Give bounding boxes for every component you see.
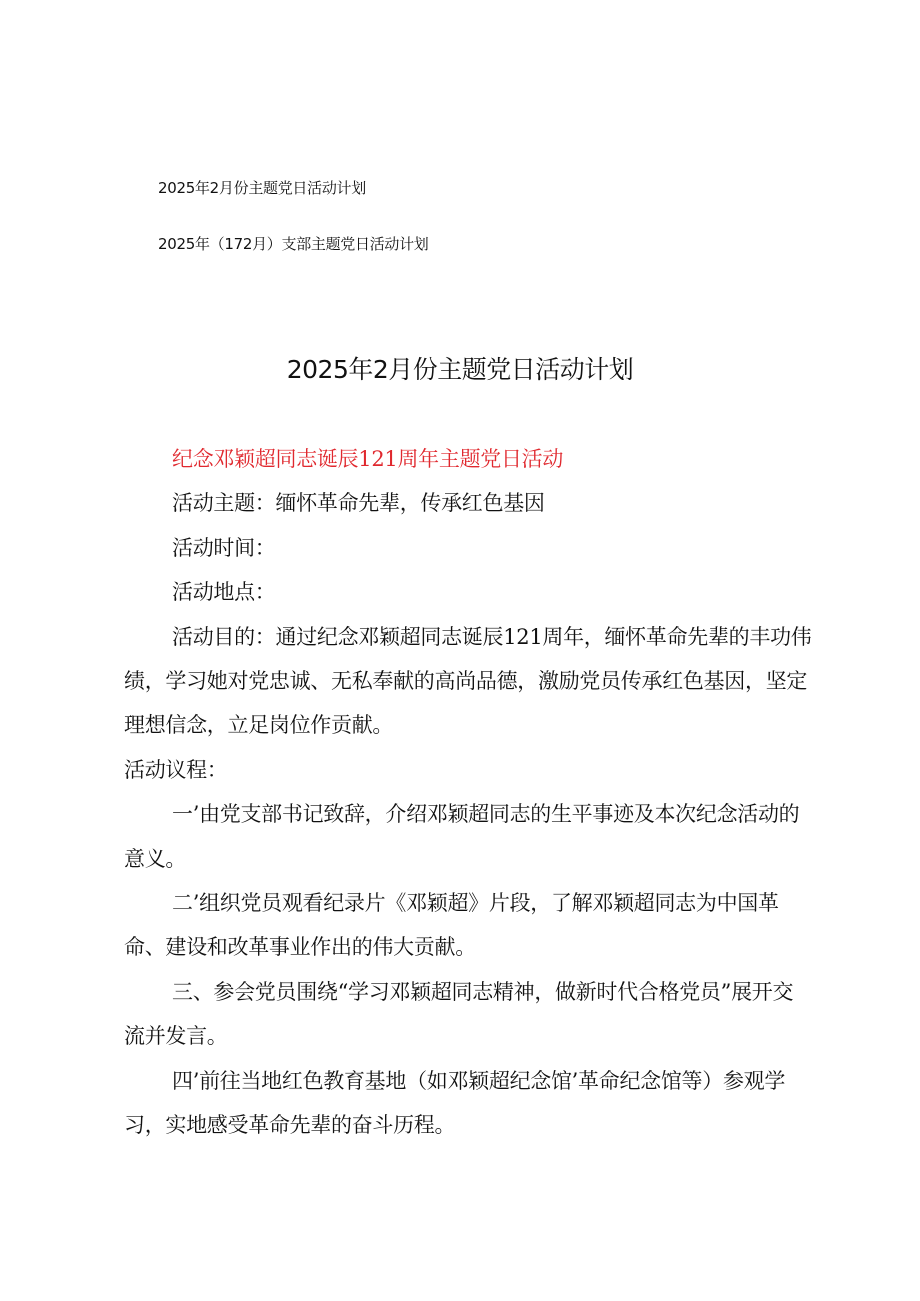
- document-title: 2025年2月份主题党日活动计划: [286, 355, 634, 384]
- agenda-item: 一’由党支部书记致辞，介绍邓颖超同志的生平事迹及本次纪念活动的意义。: [124, 802, 800, 871]
- toc-item: 2025年（172月）支部主题党日活动计划: [158, 235, 429, 253]
- activity-purpose: 活动目的：通过纪念邓颖超同志诞辰121周年，缅怀革命先辈的丰功伟绩，学习她对党忠诚、无私奉献的高尚品德，激励党员传承红色基因，坚定理想信念，立足岗位作贡献。: [124, 624, 812, 738]
- agenda-item: 三、参会党员围绕“学习邓颖超同志精神，做新时代合格党员”展开交流并发言。: [124, 979, 794, 1049]
- document-body: [124, 437, 812, 1148]
- activity-subtitle: 纪念邓颖超同志诞辰121周年主题党日活动: [172, 447, 564, 471]
- agenda-item: 四’前往当地红色教育基地（如邓颖超纪念馆’革命纪念馆等）参观学习，实地感受革命先辈的奋斗历程。: [124, 1068, 786, 1138]
- toc-item: 2025年2月份主题党日活动计划: [158, 179, 366, 197]
- activity-time: 活动时间：: [172, 535, 276, 560]
- activity-place: 活动地点：: [172, 580, 276, 605]
- agenda-item: 二’组织党员观看纪录片《邓颖超》片段，了解邓颖超同志为中国革命、建设和改革事业作出的伟大贡献。: [124, 891, 779, 960]
- activity-theme: 活动主题：缅怀革命先辈，传承红色基因: [172, 491, 545, 516]
- agenda-heading: 活动议程：: [124, 757, 228, 782]
